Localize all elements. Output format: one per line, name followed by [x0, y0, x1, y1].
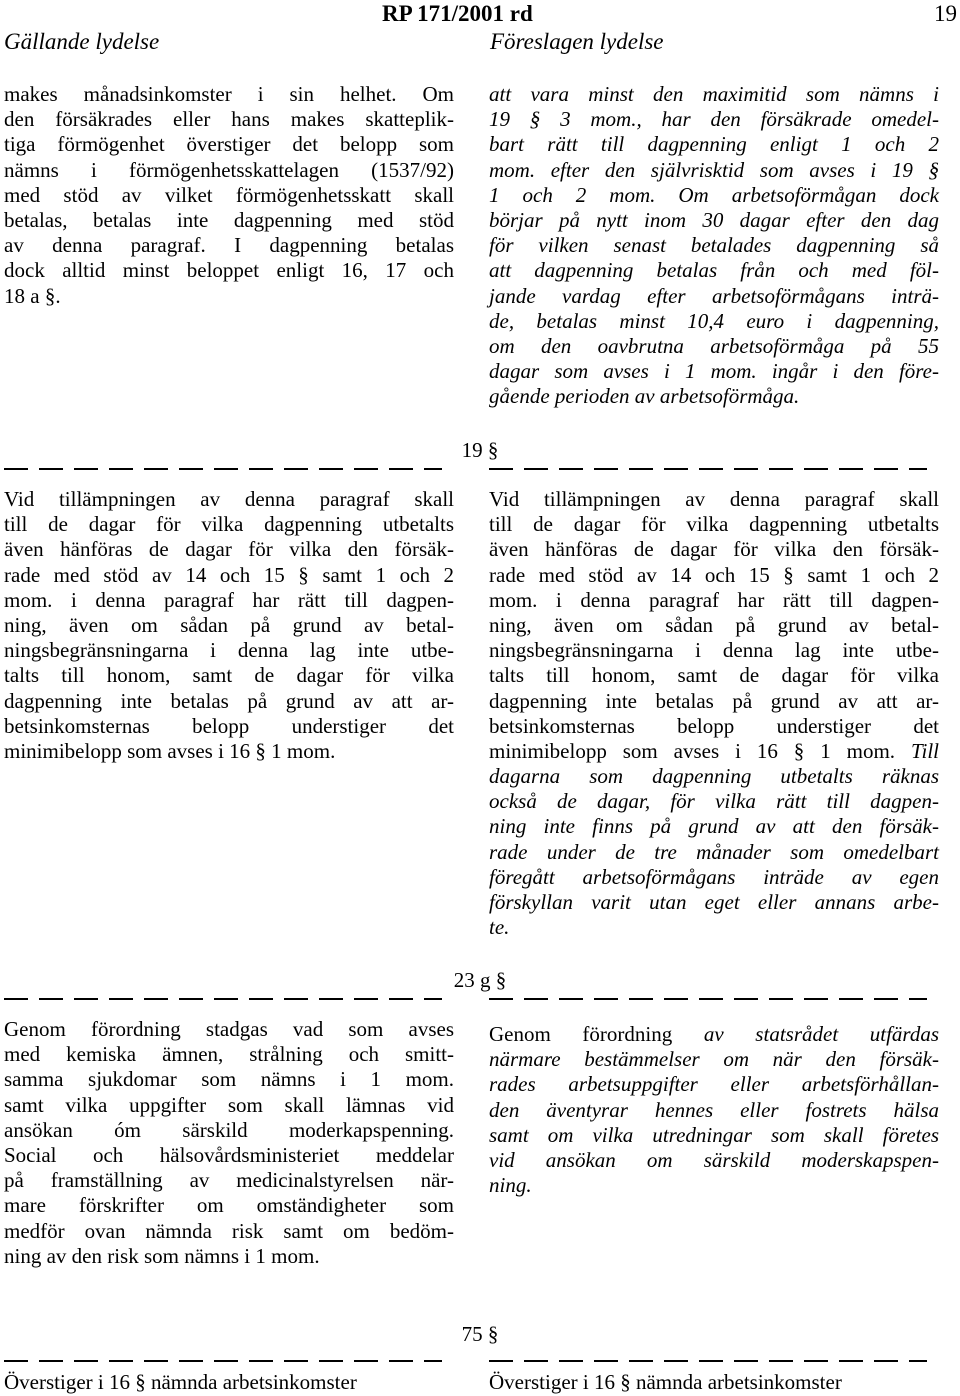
- proposed-wording-label: Föreslagen lydelse: [490, 29, 664, 54]
- text-line: rade med stöd av 14 och 15 § samt 1 och 2: [489, 562, 939, 587]
- text-line: förskyllan varit utan eget eller annans arbe-: [489, 890, 939, 914]
- text-line: även hänföras de dagar för vilka den försäk-: [489, 537, 939, 562]
- text-line: mom. i denna paragraf har rätt till dagpen-: [4, 587, 454, 612]
- text-line: börjar på nytt inom 30 dagar efter den dag: [489, 207, 939, 232]
- text-line: närmare bestämmelser om när den försäk-: [489, 1047, 939, 1072]
- section-marker-19: 19 §: [461, 438, 499, 462]
- omission-divider: [489, 468, 927, 470]
- text-line: ning, även om sådan på grund av betal-: [4, 612, 454, 637]
- omission-divider: [4, 1360, 442, 1362]
- text-line: Överstiger i 16 § nämnda arbetsinkomster: [489, 1370, 842, 1394]
- text-run: Genom förordning: [489, 1022, 704, 1046]
- text-line: samma sjukdomar som nämns i 1 mom.: [4, 1067, 454, 1092]
- omission-divider: [489, 1360, 927, 1362]
- text-line: ning inte finns på grund av att den försäk-: [489, 814, 939, 839]
- text-line: också de dagar, för vilka rätt till dagpen-: [489, 789, 939, 814]
- text-line: [489, 739, 939, 764]
- text-line: dagar som avses i 1 mom. ingår i den före-: [489, 359, 939, 384]
- text-run: av statsrådet utfärdas: [703, 1022, 939, 1046]
- text-line: med stöd av vilket förmögenhetsskatt skall: [4, 182, 454, 207]
- left-paragraph-block-1: [4, 82, 454, 309]
- text-line: 19 § 3 mom., har den försäkrade omedel-: [489, 107, 939, 132]
- text-line: mom. i denna paragraf har rätt till dagpen-: [489, 587, 939, 612]
- text-line: bart rätt till dagpenning enligt 1 och 2: [489, 132, 939, 157]
- text-line: talts till honom, samt de dagar för vilka: [4, 663, 454, 688]
- text-line: till de dagar för vilka dagpenning utbetalts: [4, 512, 454, 537]
- text-line: på framställning av medicinalstyrelsen när-: [4, 1168, 454, 1193]
- text-line: rades arbetsuppgifter eller arbetsförhållan-: [489, 1072, 939, 1097]
- page-number: 19: [934, 1, 957, 26]
- text-line: rade med stöd av 14 och 15 § samt 1 och 2: [4, 562, 454, 587]
- text-line: mare förskrifter om omständigheter som: [4, 1193, 454, 1218]
- text-line: betalas, betalas inte dagpenning med stöd: [4, 207, 454, 232]
- left-paragraph-block-3: [4, 1017, 454, 1269]
- text-line: medför ovan nämnda risk samt om bedöm-: [4, 1218, 454, 1243]
- text-line: av denna paragraf. I dagpenning betalas: [4, 233, 454, 258]
- text-line: föregått arbetsoförmågans inträde av egen: [489, 864, 939, 889]
- text-run: minimibelopp som avses i 16 § 1 mom.: [489, 738, 911, 763]
- right-paragraph-block-2: [489, 487, 939, 940]
- text-line: gående perioden av arbetsoförmåga.: [489, 384, 800, 409]
- text-line: samt vilka uppgifter som skall lämnas vid: [4, 1092, 454, 1117]
- right-paragraph-block-1: [489, 82, 939, 409]
- text-line: [489, 1022, 939, 1047]
- text-line: ning.: [489, 1173, 532, 1198]
- text-line: dagpenning inte betalas på grund av att ar-: [4, 688, 454, 713]
- omission-divider: [489, 998, 927, 1000]
- text-line: Överstiger i 16 § nämnda arbetsinkomster: [4, 1370, 357, 1394]
- text-line: 1 och 2 mom. Om arbetsoförmågan dock: [489, 182, 939, 207]
- text-run: Till: [910, 738, 939, 763]
- text-line: tiga förmögenhet överstiger det belopp som: [4, 132, 454, 157]
- text-line: 18 a §.: [4, 283, 61, 308]
- text-line: dagpenning inte betalas på grund av att ar-: [489, 688, 939, 713]
- text-line: den äventyrar hennes eller fostrets hälsa: [489, 1097, 939, 1122]
- document-id: RP 171/2001 rd: [382, 1, 533, 26]
- text-line: ningsbegränsningarna i denna lag inte utbe-: [4, 638, 454, 663]
- text-line: jande vardag efter arbetsoförmågans inträ-: [489, 283, 939, 308]
- text-line: dagarna som dagpenning utbetalts räknas: [489, 764, 939, 789]
- text-line: betsinkomsternas belopp understiger det: [4, 713, 454, 738]
- omission-divider: [4, 468, 442, 470]
- text-line: samt om vilka utredningar som skall företes: [489, 1122, 939, 1147]
- text-line: den försäkrades eller hans makes skatteplik-: [4, 107, 454, 132]
- current-wording-label: Gällande lydelse: [4, 29, 160, 54]
- text-line: minimibelopp som avses i 16 § 1 mom.: [4, 738, 336, 763]
- text-line: ning av den risk som nämns i 1 mom.: [4, 1243, 320, 1268]
- text-line: te.: [489, 915, 510, 940]
- text-line: betsinkomsternas belopp understiger det: [489, 713, 939, 738]
- section-marker-23g: 23 g §: [453, 968, 507, 992]
- text-line: med kemiska ämnen, strålning och smitt-: [4, 1042, 454, 1067]
- text-line: Genom förordning stadgas vad som avses: [4, 1017, 454, 1041]
- text-line: de, betalas minst 10,4 euro i dagpenning,: [489, 308, 939, 333]
- text-line: nämns i förmögenhetsskattelagen (1537/92): [4, 157, 454, 182]
- text-line: Social och hälsovårdsministeriet meddelar: [4, 1142, 454, 1167]
- text-line: dock alltid minst beloppet enligt 16, 17 och: [4, 258, 454, 283]
- right-paragraph-block-4: [489, 1370, 939, 1395]
- right-paragraph-block-3: [489, 1022, 939, 1198]
- text-line: Vid tillämpningen av denna paragraf skall: [4, 487, 454, 511]
- text-line: mom. efter den självrisktid som avses i 19 §: [489, 157, 939, 182]
- text-line: även hänföras de dagar för vilka den försäk-: [4, 537, 454, 562]
- text-line: att dagpenning betalas från och med föl-: [489, 258, 939, 283]
- text-line: ning, även om sådan på grund av betal-: [489, 612, 939, 637]
- omission-divider: [4, 998, 442, 1000]
- text-line: rade under de tre månader som omedelbart: [489, 839, 939, 864]
- text-line: om den oavbrutna arbetsoförmåga på 55: [489, 333, 939, 358]
- text-line: ningsbegränsningarna i denna lag inte utbe-: [489, 638, 939, 663]
- text-line: för vilken senast betalades dagpenning så: [489, 233, 939, 258]
- text-line: vid ansökan om särskild moderskapspen-: [489, 1147, 939, 1172]
- left-paragraph-block-4: [4, 1370, 454, 1395]
- text-line: att vara minst den maximitid som nämns i: [489, 82, 939, 106]
- left-paragraph-block-2: [4, 487, 454, 764]
- section-marker-75: 75 §: [461, 1322, 499, 1346]
- text-line: ansökan óm särskild moderkapspenning.: [4, 1117, 454, 1142]
- text-line: makes månadsinkomster i sin helhet. Om: [4, 82, 454, 106]
- text-line: Vid tillämpningen av denna paragraf skall: [489, 487, 939, 511]
- text-line: talts till honom, samt de dagar för vilka: [489, 663, 939, 688]
- text-line: till de dagar för vilka dagpenning utbetalts: [489, 512, 939, 537]
